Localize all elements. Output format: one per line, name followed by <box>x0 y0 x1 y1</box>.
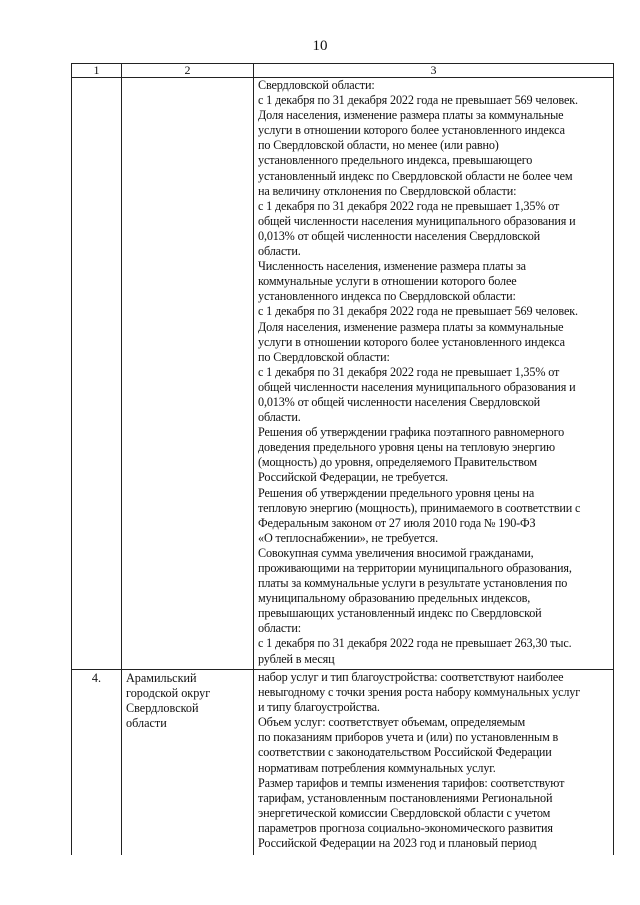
text-line: соответствии с законодательством Российской Федерации <box>258 745 552 760</box>
text-line: области: <box>258 621 301 636</box>
text-line: тарифам, установленным постановлениями Региональной <box>258 790 553 805</box>
text-line: параметров прогноза социально-экономического развития <box>258 820 553 835</box>
text-line: невыгодному с точки зрения роста набору коммунальных услуг <box>258 685 581 700</box>
text-line: Численность населения, изменение размера платы за <box>258 259 526 274</box>
column-header-1: 1 <box>72 64 122 78</box>
row-number-cell <box>72 78 122 670</box>
table-row <box>72 670 614 855</box>
text-line: по Свердловской области, но менее (или равно) <box>258 138 499 153</box>
row-content-cell <box>254 670 614 855</box>
municipality-name-line: Арамильский <box>126 671 197 685</box>
text-line: Российской Федерации, не требуется. <box>258 470 449 485</box>
text-line: проживающими на территории муниципального образования, <box>258 561 572 575</box>
municipality-name-line: городской округ <box>126 686 211 701</box>
column-header-3: 3 <box>254 64 614 78</box>
text-line: с 1 декабря по 31 декабря 2022 года не превышает 1,35% от <box>258 198 560 213</box>
text-line: области. <box>258 410 301 425</box>
document-table <box>71 63 614 855</box>
text-line: по Свердловской области: <box>258 349 390 364</box>
text-line: энергетической комиссии Свердловской области с учетом <box>258 805 551 820</box>
text-line: общей численности населения муниципального образования и <box>258 379 576 394</box>
text-line: Федеральным законом от 27 июля 2010 года № 190-ФЗ <box>258 515 536 530</box>
text-line: Доля населения, изменение размера платы за коммунальные <box>258 108 564 123</box>
text-line: с 1 декабря по 31 декабря 2022 года не превышает 263,30 тыс. <box>258 636 572 651</box>
text-line: с 1 декабря по 31 декабря 2022 года не превышает 569 человек. <box>258 93 578 108</box>
text-line: 0,013% от общей численности населения Свердловской <box>258 228 541 243</box>
page-number: 10 <box>312 38 328 54</box>
row-content-cell <box>254 78 614 670</box>
text-line: (мощность) до уровня, определяемого Правительством <box>258 455 537 470</box>
text-line: рублей в месяц <box>258 651 335 666</box>
table-row <box>72 78 614 670</box>
municipality-name-line: области <box>126 716 167 731</box>
text-line: набор услуг и тип благоустройства: соответствуют наиболее <box>258 670 564 684</box>
municipality-name-cell <box>122 670 254 855</box>
row-number-cell: 4. <box>72 670 122 855</box>
text-line: превышающих установленный индекс по Свердловской <box>258 606 542 621</box>
text-line: «О теплоснабжении», не требуется. <box>258 530 438 545</box>
text-line: с 1 декабря по 31 декабря 2022 года не превышает 1,35% от <box>258 364 560 379</box>
text-line: услуги в отношении которого более установленного индекса <box>258 123 565 138</box>
text-line: области. <box>258 244 301 259</box>
text-line: на величину отклонения по Свердловской области: <box>258 183 517 198</box>
table-header-row <box>72 64 614 78</box>
text-line: общей численности населения муниципального образования и <box>258 213 576 228</box>
text-line: по показаниям приборов учета и (или) по установленным в <box>258 730 559 745</box>
text-line: нормативам потребления коммунальных услуг. <box>258 760 496 775</box>
text-line: установленного предельного индекса, превышающего <box>258 153 533 168</box>
text-line: платы за коммунальные услуги в результате установления по <box>258 576 568 591</box>
text-line: коммунальные услуги в отношении которого более <box>258 274 517 289</box>
text-line: Совокупная сумма увеличения вносимой гражданами, <box>258 545 534 560</box>
text-line: Доля населения, изменение размера платы за коммунальные <box>258 319 564 334</box>
text-line: установленного индекса по Свердловской области: <box>258 289 516 304</box>
text-line: Размер тарифов и темпы изменения тарифов: соответствуют <box>258 775 565 790</box>
text-line: доведения предельного уровня цены на тепловую энергию <box>258 440 555 455</box>
text-line: Решения об утверждении предельного уровня цены на <box>258 485 535 500</box>
text-line: и типу благоустройства. <box>258 700 380 715</box>
municipality-name-cell <box>122 78 254 670</box>
text-line: с 1 декабря по 31 декабря 2022 года не превышает 569 человек. <box>258 304 578 319</box>
text-line: Объем услуг: соответствует объемам, определяемым <box>258 715 526 730</box>
text-line: Свердловской области: <box>258 78 375 92</box>
text-line: тепловую энергию (мощность), принимаемого в соответствии с <box>258 500 581 515</box>
text-line: услуги в отношении которого более установленного индекса <box>258 334 565 349</box>
municipality-name-line: Свердловской <box>126 701 199 716</box>
text-line: установленный индекс по Свердловской области не более чем <box>258 168 573 183</box>
text-line: Решения об утверждении графика поэтапного равномерного <box>258 425 565 440</box>
text-line: муниципальному образованию предельных индексов, <box>258 591 531 606</box>
column-header-2: 2 <box>122 64 254 78</box>
text-line: Российской Федерации на 2023 год и плановый период <box>258 836 537 851</box>
text-line: 0,013% от общей численности населения Свердловской <box>258 394 541 409</box>
